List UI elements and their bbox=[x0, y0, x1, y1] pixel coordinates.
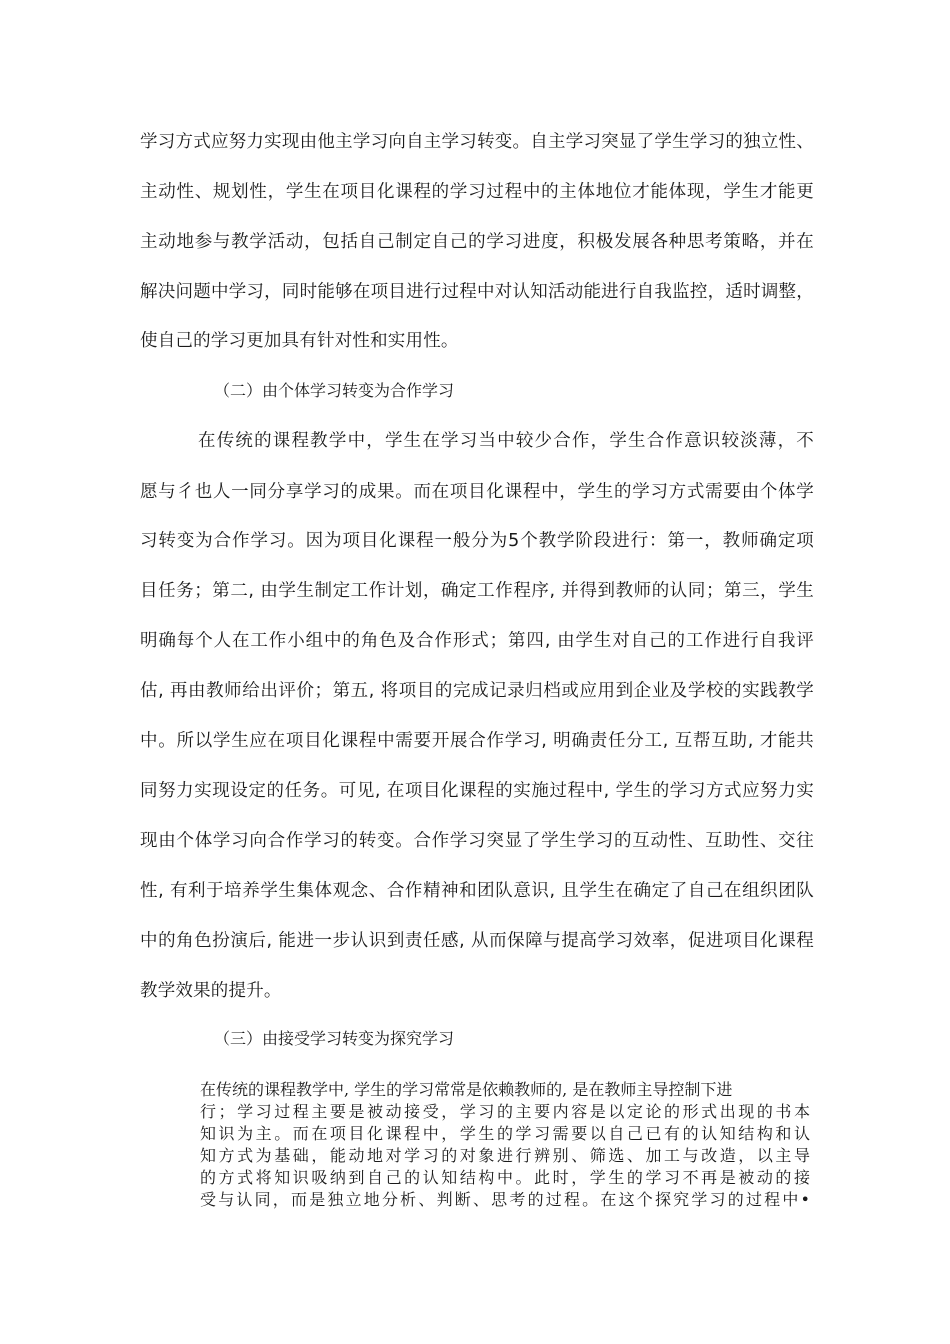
text-line: 愿与彳也人一同分享学习的成果。而在项目化课程中，学生的学习方式需要由个体学 bbox=[140, 482, 814, 502]
section-heading-3: （三）由接受学习转变为探究学习 bbox=[214, 1029, 455, 1048]
text-line: 受与认同，而是独立地分析、判断、思考的过程。在这个探究学习的过程中• bbox=[200, 1190, 810, 1209]
text-line: 同努力实现设定的任务。可见, 在项目化课程的实施过程中, 学生的学习方式应努力实 bbox=[140, 781, 814, 801]
text-line: 使自己的学习更加具有针对性和实用性。 bbox=[140, 331, 459, 351]
text-line: 中的角色扮演后, 能进一步认识到责任感, 从而保障与提高学习效率，促进项目化课程 bbox=[140, 931, 814, 951]
text-line: 目任务；第二, 由学生制定工作计划，确定工作程序, 并得到教师的认同；第三，学生 bbox=[140, 581, 814, 601]
text-line: 主动地参与教学活动，包括自己制定自己的学习进度，积极发展各种思考策略，并在 bbox=[140, 232, 814, 252]
text-line: 在传统的课程教学中, 学生的学习常常是依赖教师的, 是在教师主导控制下进 bbox=[200, 1080, 733, 1099]
text-line: 行；学习过程主要是被动接受，学习的主要内容是以定论的形式出现的书本 bbox=[200, 1102, 810, 1121]
text-line: 明确每个人在工作小组中的角色及合作形式；第四, 由学生对自己的工作进行自我评 bbox=[140, 631, 814, 651]
text-line: 的方式将知识吸纳到自己的认知结构中。此时，学生的学习不再是被动的接 bbox=[200, 1168, 810, 1187]
text-line: 教学效果的提升。 bbox=[140, 981, 282, 1001]
text-line: 估, 再由教师给出评价；第五, 将项目的完成记录归档或应用到企业及学校的实践教学 bbox=[140, 681, 814, 701]
section-heading-2: （二）由个体学习转变为合作学习 bbox=[214, 381, 455, 400]
text-line: 知方式为基础，能动地对学习的对象进行辨别、筛选、加工与改造，以主导 bbox=[200, 1146, 810, 1165]
text-line: 性, 有利于培养学生集体观念、合作精神和团队意识, 且学生在确定了自己在组织团队 bbox=[140, 881, 814, 901]
text-line: 学习方式应努力实现由他主学习向自主学习转变。自主学习突显了学生学习的独立性、 bbox=[140, 132, 814, 152]
text-line: 主动性、规划性，学生在项目化课程的学习过程中的主体地位才能体现，学生才能更 bbox=[140, 182, 814, 202]
text-line: 解决问题中学习，同时能够在项目进行过程中对认知活动能进行自我监控，适时调整， bbox=[140, 282, 814, 302]
text-line: 中。所以学生应在项目化课程中需要开展合作学习, 明确责任分工, 互帮互助, 才能共 bbox=[140, 731, 814, 751]
text-line: 知识为主。而在项目化课程中，学生的学习需要以自己已有的认知结构和认 bbox=[200, 1124, 810, 1143]
text-line: 现由个体学习向合作学习的转变。合作学习突显了学生学习的互动性、互助性、交往 bbox=[140, 831, 814, 851]
text-line: 在传统的课程教学中，学生在学习当中较少合作，学生合作意识较淡薄，不 bbox=[198, 431, 814, 451]
text-line: 习转变为合作学习。因为项目化课程一般分为5个教学阶段进行：第一，教师确定项 bbox=[140, 531, 814, 551]
